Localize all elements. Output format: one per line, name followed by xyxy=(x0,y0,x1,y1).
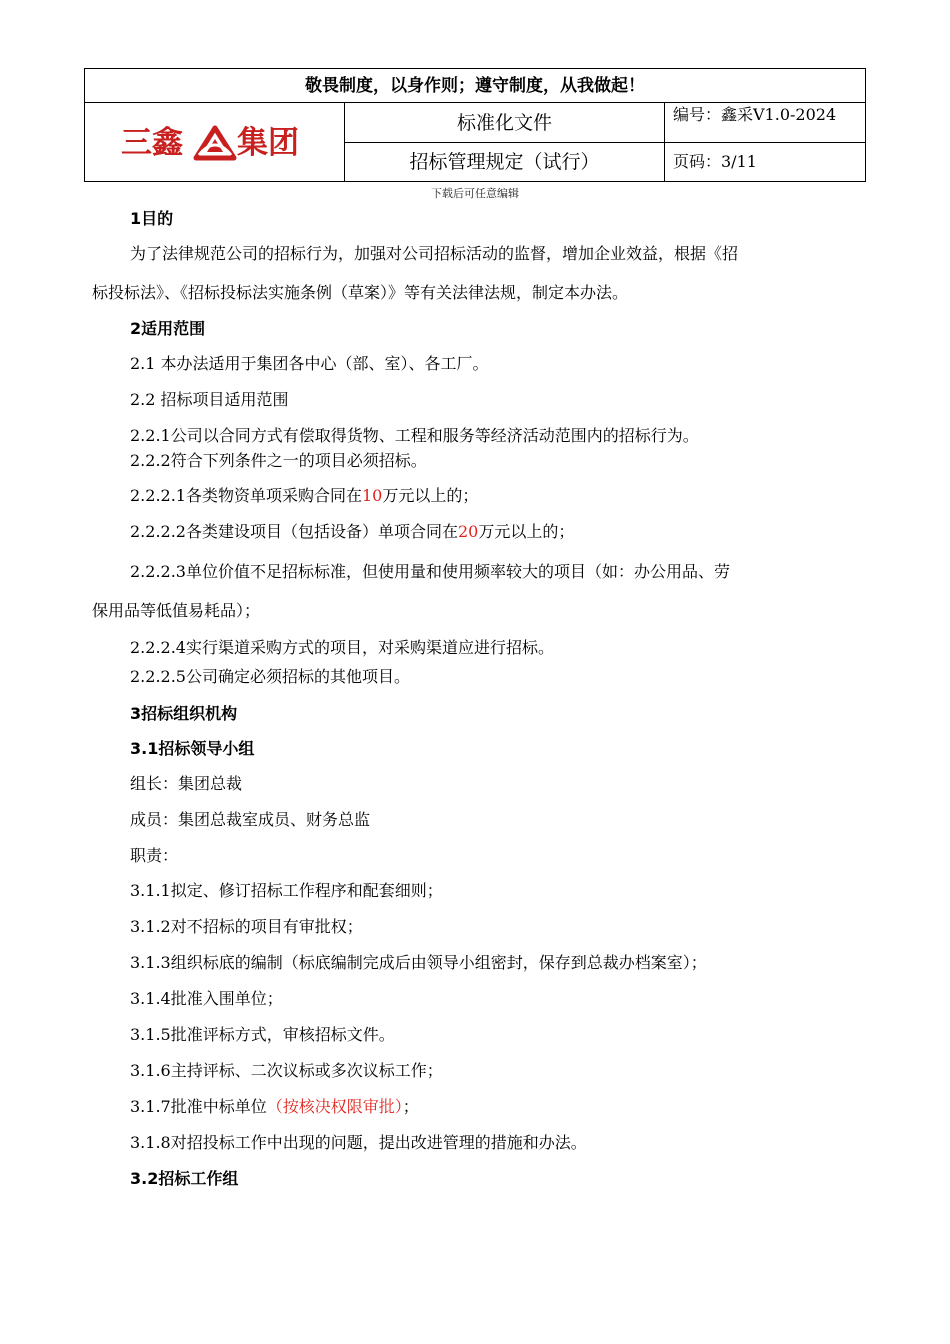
section-3-1-title: 3.1招标领导小组 xyxy=(130,739,255,758)
logo-text-sanxin: 三鑫 xyxy=(121,125,183,161)
item-2-1: 2.1 本办法适用于集团各中心（部、室）、各工厂。 xyxy=(130,354,489,373)
section-2-title: 2适用范围 xyxy=(130,319,206,338)
item-2-2-2-5: 2.2.2.5公司确定必须招标的其他项目。 xyxy=(130,667,410,686)
duty-3-1-7-text: 3.1.7批准中标单位 xyxy=(130,1097,267,1116)
duty-3-1-7-suffix: ； xyxy=(402,1097,419,1116)
section-3-title: 3招标组织机构 xyxy=(130,704,238,723)
company-logo xyxy=(121,123,321,163)
logo-text-jituan: 集团 xyxy=(237,125,299,161)
duties-label: 职责： xyxy=(130,846,179,865)
duty-3-1-8: 3.1.8对招投标工作中出现的问题，提出改进管理的措施和办法。 xyxy=(130,1133,587,1152)
item-2-2-1: 2.2.1公司以合同方式有偿取得货物、工程和服务等经济活动范围内的招标行为。 xyxy=(130,426,699,445)
item-2-2-2-1-suffix: 万元以上的； xyxy=(382,486,479,505)
duty-3-1-6: 3.1.6主持评标、二次议标或多次议标工作； xyxy=(130,1061,443,1080)
logo-mark-icon xyxy=(193,125,237,161)
amount-10: 10 xyxy=(361,486,383,505)
item-2-2-2: 2.2.2符合下列条件之一的项目必须招标。 xyxy=(130,451,427,470)
item-2-2-2-3-line1: 2.2.2.3单位价值不足招标标准，但使用量和使用频率较大的项目（如：办公用品、劳 xyxy=(130,562,730,581)
duty-3-1-5: 3.1.5批准评标方式，审核招标文件。 xyxy=(130,1025,395,1044)
motto: 敬畏制度，以身作则；遵守制度，从我做起！ xyxy=(85,69,865,103)
amount-20: 20 xyxy=(457,522,479,541)
item-2-2-2-4: 2.2.2.4实行渠道采购方式的项目，对采购渠道应进行招标。 xyxy=(130,638,554,657)
item-2-2-2-2 xyxy=(130,519,574,542)
item-2-2-2-2-suffix: 万元以上的； xyxy=(478,522,575,541)
item-2-2-2-1-text: 2.2.2.1各类物资单项采购合同在 xyxy=(130,486,362,505)
item-2-2-2-2-text: 2.2.2.2各类建设项目（包括设备）单项合同在 xyxy=(130,522,458,541)
duty-3-1-2: 3.1.2对不招标的项目有审批权； xyxy=(130,917,363,936)
logo-cell xyxy=(85,103,345,181)
s1-paragraph-line1: 为了法律规范公司的招标行为，加强对公司招标活动的监督，增加企业效益，根据《招 xyxy=(130,244,739,263)
duty-3-1-3: 3.1.3组织标底的编制（标底编制完成后由领导小组密封，保存到总裁办档案室）； xyxy=(130,953,707,972)
leader-line: 组长：集团总裁 xyxy=(130,774,243,793)
item-2-2: 2.2 招标项目适用范围 xyxy=(130,390,289,409)
duty-3-1-1: 3.1.1拟定、修订招标工作程序和配套细则； xyxy=(130,881,443,900)
page-number: 页码：3/11 xyxy=(673,152,757,171)
members-line: 成员：集团总裁室成员、财务总监 xyxy=(130,810,371,829)
doc-code: 编号：鑫采V1.0-2024 xyxy=(665,103,865,143)
duty-3-1-7 xyxy=(130,1094,419,1117)
section-1-title: 1目的 xyxy=(130,209,174,228)
edit-note: 下载后可任意编辑 xyxy=(431,187,519,200)
item-2-2-2-1 xyxy=(130,483,478,506)
doc-title: 招标管理规定（试行） xyxy=(345,143,665,181)
section-3-2-title: 3.2招标工作组 xyxy=(130,1169,239,1188)
duty-3-1-4: 3.1.4批准入围单位； xyxy=(130,989,283,1008)
s1-paragraph-line2: 标投标法》、《招标投标法实施条例（草案）》等有关法律法规，制定本办法。 xyxy=(92,283,629,302)
item-2-2-2-3-line2: 保用品等低值易耗品）； xyxy=(92,601,261,620)
approval-authority-note: （按核决权限审批） xyxy=(266,1097,403,1116)
doc-type: 标准化文件 xyxy=(345,103,665,143)
header-table xyxy=(84,68,866,182)
